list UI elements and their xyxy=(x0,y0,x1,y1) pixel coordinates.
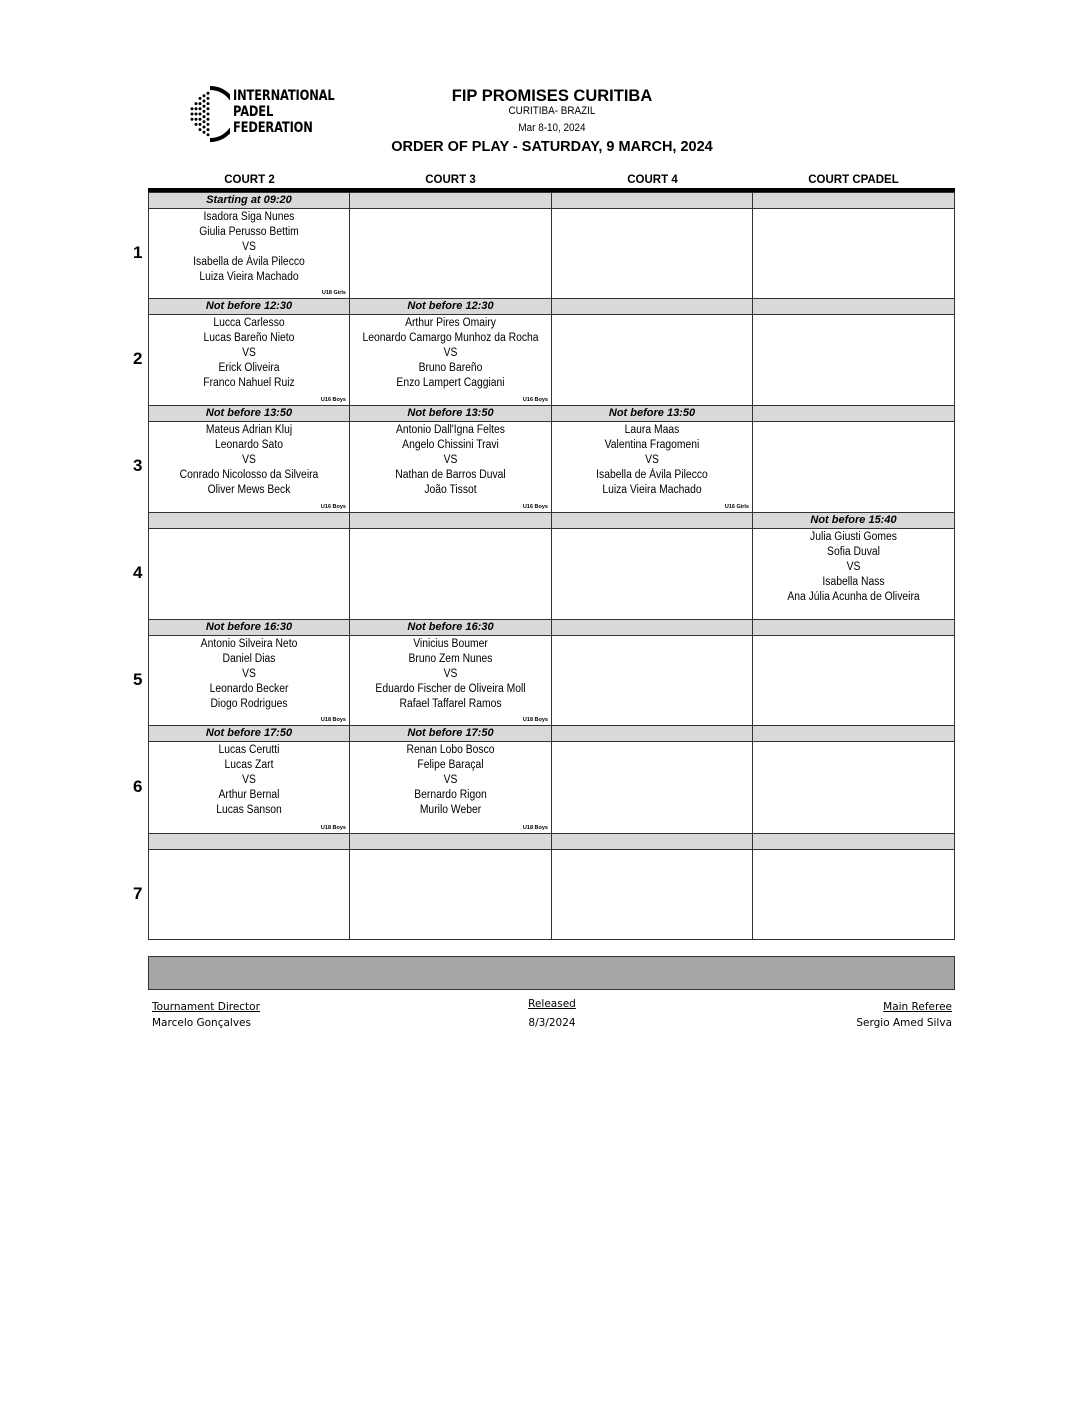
player-name: Bruno Bareño xyxy=(418,362,483,374)
row-number: 1 xyxy=(133,242,143,262)
start-time xyxy=(148,834,349,849)
player-name: Murilo Weber xyxy=(419,804,482,816)
player-name: Lucca Carlesso xyxy=(213,317,285,329)
row-number: 3 xyxy=(133,456,143,475)
player-name: Franco Nahuel Ruiz xyxy=(203,377,295,389)
versus-label: VS xyxy=(443,668,458,680)
player-name: Leonardo Becker xyxy=(209,683,289,695)
match-cell xyxy=(148,422,349,512)
player-name: Angelo Chissini Travi xyxy=(402,439,499,451)
empty-match-cell xyxy=(551,850,752,939)
player-name: Isabella Nass xyxy=(822,576,885,588)
row-number: 5 xyxy=(133,669,143,689)
player-name: Luiza Vieira Machado xyxy=(199,271,299,283)
player-name: Renan Lobo Bosco xyxy=(406,744,495,756)
start-time: Not before 13:50 xyxy=(349,406,551,421)
match-row xyxy=(148,315,955,405)
start-time: Not before 12:30 xyxy=(349,299,551,314)
match-cell xyxy=(148,742,349,833)
versus-label: VS xyxy=(443,454,458,466)
player-name: Daniel Dias xyxy=(222,653,276,665)
match-row xyxy=(148,422,955,512)
empty-match-cell xyxy=(349,850,551,939)
player-name: Eduardo Fischer de Oliveira Moll xyxy=(375,683,526,695)
start-time xyxy=(752,406,955,421)
ipf-logo-mark-icon xyxy=(186,86,230,142)
start-time xyxy=(551,620,752,635)
row-number: 6 xyxy=(133,776,143,796)
start-time xyxy=(551,513,752,528)
start-time xyxy=(752,834,955,849)
player-name: Bernardo Rigon xyxy=(414,789,487,801)
versus-label: VS xyxy=(242,241,256,253)
player-name: Felipe Baraçal xyxy=(417,759,484,771)
row-number: 4 xyxy=(133,563,143,582)
time-bar xyxy=(148,298,955,315)
row-number: 2 xyxy=(133,349,143,368)
time-bar xyxy=(148,405,955,422)
player-name: Antonio Dall'Igna Feltes xyxy=(395,424,505,436)
match-row xyxy=(148,209,955,298)
start-time xyxy=(148,513,349,528)
empty-match-cell xyxy=(551,636,752,725)
player-name: Lucas Zart xyxy=(224,759,274,771)
category-label: U16 Boys xyxy=(320,504,346,510)
empty-match-cell xyxy=(752,636,955,725)
player-name: Lucas Cerutti xyxy=(218,744,280,756)
schedule-row xyxy=(133,405,955,512)
empty-match-cell xyxy=(752,422,955,512)
match-cell xyxy=(148,209,349,298)
match-cell xyxy=(349,742,551,833)
versus-label: VS xyxy=(242,668,256,680)
match-cell xyxy=(551,422,752,512)
order-of-play-grid xyxy=(133,188,955,940)
player-name: Arthur Bernal xyxy=(218,789,280,801)
match-cell xyxy=(349,422,551,512)
player-name: Luiza Vieira Machado xyxy=(602,484,702,496)
time-bar xyxy=(148,512,955,529)
empty-match-cell xyxy=(752,742,955,833)
category-label: U18 Boys xyxy=(522,825,548,831)
start-time: Not before 17:50 xyxy=(349,726,551,741)
empty-match-cell xyxy=(349,209,551,298)
empty-match-cell xyxy=(551,209,752,298)
start-time: Not before 12:30 xyxy=(148,299,349,314)
player-name: Leonardo Sato xyxy=(215,439,283,451)
versus-label: VS xyxy=(242,347,256,359)
logo-line-2: PADEL xyxy=(233,104,274,120)
player-name: Sofia Duval xyxy=(827,546,880,558)
start-time xyxy=(551,834,752,849)
match-row xyxy=(148,636,955,725)
empty-match-cell xyxy=(752,315,955,405)
ipf-logo-text xyxy=(233,88,335,136)
player-name: Mateus Adrian Kluj xyxy=(205,424,293,436)
player-name: Isabella de Ávila Pilecco xyxy=(193,256,305,268)
player-name: Isadora Siga Nunes xyxy=(203,211,295,223)
schedule-row xyxy=(133,619,955,725)
match-row xyxy=(148,742,955,833)
order-of-play-title: ORDER OF PLAY - SATURDAY, 9 MARCH, 2024 xyxy=(391,139,713,155)
versus-label: VS xyxy=(242,774,256,786)
versus-label: VS xyxy=(242,454,256,466)
versus-label: VS xyxy=(443,774,458,786)
director-name: Marcelo Gonçalves xyxy=(152,1017,251,1029)
grid-bottom-rule xyxy=(148,939,955,940)
empty-match-cell xyxy=(752,209,955,298)
player-name: Nathan de Barros Duval xyxy=(395,469,506,481)
logo-line-1: INTERNATIONAL xyxy=(233,88,335,104)
category-label: U16 Boys xyxy=(522,504,548,510)
player-name: Arthur Pires Omairy xyxy=(405,317,496,329)
schedule-row xyxy=(133,512,955,619)
empty-match-cell xyxy=(752,850,955,939)
start-time: Starting at 09:20 xyxy=(148,193,349,208)
row-number: 7 xyxy=(133,883,143,903)
category-label: U16 Girls xyxy=(724,504,749,510)
player-name: Vinicius Boumer xyxy=(413,638,488,650)
match-cell xyxy=(148,636,349,725)
player-name: Erick Oliveira xyxy=(218,362,280,374)
start-time xyxy=(551,299,752,314)
category-label: U16 Boys xyxy=(522,397,548,403)
category-label: U18 Girls xyxy=(321,290,346,296)
tournament-title: FIP PROMISES CURITIBA xyxy=(451,87,653,105)
player-name: Lucas Sanson xyxy=(216,804,282,816)
player-name: Ana Júlia Acunha de Oliveira xyxy=(787,591,920,603)
match-row xyxy=(148,529,955,619)
start-time xyxy=(752,620,955,635)
ipf-logo xyxy=(186,86,336,142)
player-name: Rafael Taffarel Ramos xyxy=(399,698,502,710)
schedule-row xyxy=(133,192,955,298)
start-time xyxy=(752,299,955,314)
match-cell xyxy=(349,636,551,725)
player-name: Laura Maas xyxy=(624,424,680,436)
player-name: Leonardo Camargo Munhoz da Rocha xyxy=(362,332,539,344)
court-header-3: COURT 4 xyxy=(627,174,678,186)
tournament-dates: Mar 8-10, 2024 xyxy=(518,122,586,134)
schedule-row xyxy=(133,298,955,405)
player-name: Oliver Mews Beck xyxy=(207,484,291,496)
start-time: Not before 16:30 xyxy=(148,620,349,635)
start-time xyxy=(752,193,955,208)
match-row xyxy=(148,850,955,939)
time-bar xyxy=(148,725,955,742)
player-name: João Tissot xyxy=(424,484,477,496)
schedule-row xyxy=(133,833,955,939)
start-time: Not before 17:50 xyxy=(148,726,349,741)
start-time xyxy=(349,513,551,528)
versus-label: VS xyxy=(846,561,861,573)
time-bar xyxy=(148,833,955,850)
court-header-2: COURT 3 xyxy=(425,174,476,186)
logo-line-3: FEDERATION xyxy=(233,120,313,136)
category-label: U16 Boys xyxy=(320,397,346,403)
player-name: Bruno Zem Nunes xyxy=(408,653,493,665)
start-time: Not before 15:40 xyxy=(752,513,955,528)
category-label: U18 Boys xyxy=(320,717,346,723)
empty-match-cell xyxy=(349,529,551,619)
player-name: Conrado Nicolosso da Silveira xyxy=(179,469,319,481)
start-time xyxy=(349,834,551,849)
player-name: Giulia Perusso Bettim xyxy=(199,226,299,238)
footer-gray-bar xyxy=(148,956,955,990)
start-time xyxy=(752,726,955,741)
empty-match-cell xyxy=(148,850,349,939)
player-name: Diogo Rodrigues xyxy=(210,698,288,710)
empty-match-cell xyxy=(148,529,349,619)
empty-match-cell xyxy=(551,742,752,833)
tournament-location: CURITIBA- BRAZIL xyxy=(508,105,596,117)
court-header-4: COURT CPADEL xyxy=(808,174,899,186)
category-label: U18 Boys xyxy=(522,717,548,723)
player-name: Valentina Fragomeni xyxy=(604,439,700,451)
player-name: Antonio Silveira Neto xyxy=(200,638,298,650)
versus-label: VS xyxy=(645,454,659,466)
time-bar xyxy=(148,619,955,636)
referee-name: Sergio Amed Silva xyxy=(856,1017,952,1029)
match-cell xyxy=(349,315,551,405)
start-time xyxy=(551,193,752,208)
player-name: Julia Giusti Gomes xyxy=(810,531,897,543)
start-time: Not before 16:30 xyxy=(349,620,551,635)
schedule-row xyxy=(133,725,955,833)
start-time: Not before 13:50 xyxy=(551,406,752,421)
court-header-1: COURT 2 xyxy=(224,174,275,186)
referee-label: Main Referee xyxy=(883,1001,952,1013)
player-name: Isabella de Ávila Pilecco xyxy=(596,469,708,481)
released-date: 8/3/2024 xyxy=(528,1017,576,1029)
start-time: Not before 13:50 xyxy=(148,406,349,421)
versus-label: VS xyxy=(443,347,458,359)
match-cell xyxy=(752,529,955,619)
empty-match-cell xyxy=(551,529,752,619)
released-label: Released xyxy=(528,998,576,1010)
start-time xyxy=(349,193,551,208)
time-bar xyxy=(148,192,955,209)
start-time xyxy=(551,726,752,741)
match-cell xyxy=(148,315,349,405)
player-name: Enzo Lampert Caggiani xyxy=(396,377,505,389)
category-label: U18 Boys xyxy=(320,825,346,831)
director-label: Tournament Director xyxy=(152,1001,260,1013)
player-name: Lucas Bareño Nieto xyxy=(203,332,295,344)
empty-match-cell xyxy=(551,315,752,405)
